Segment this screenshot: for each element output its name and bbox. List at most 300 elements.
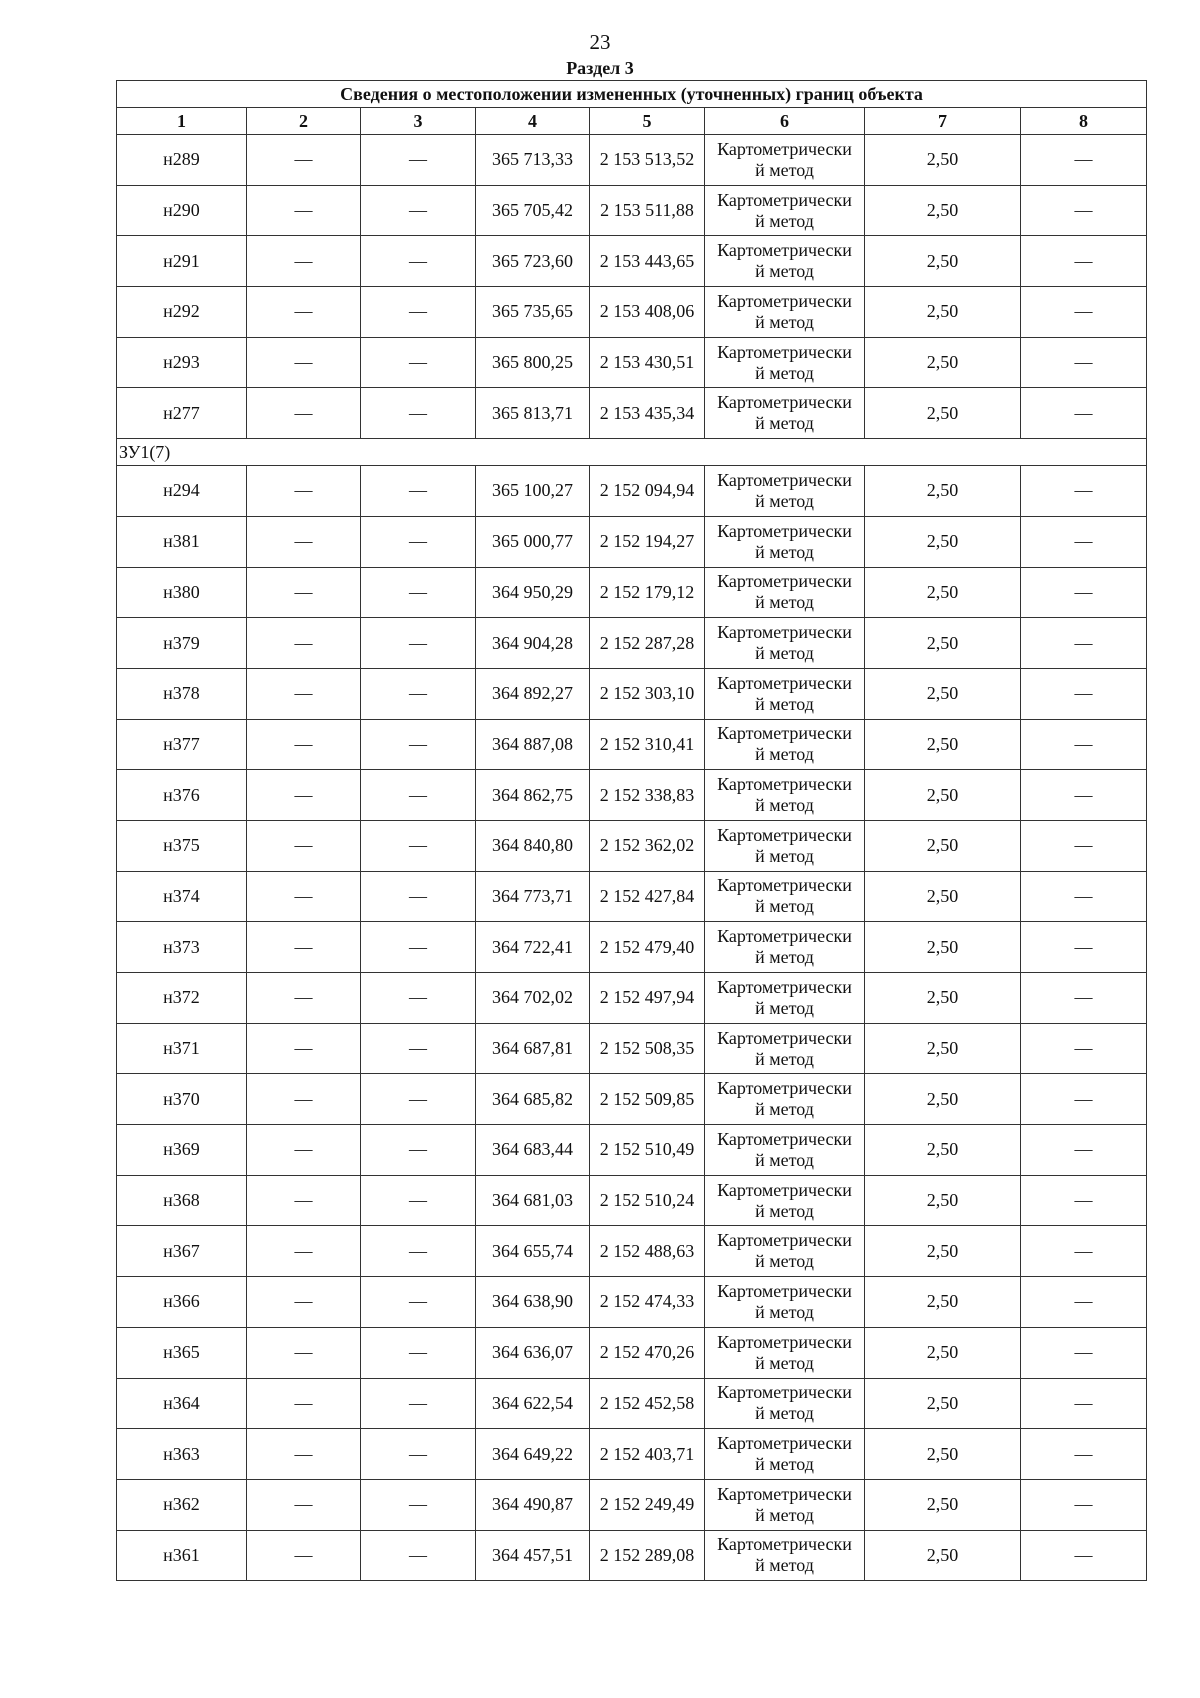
dash-cell: — [1021, 1530, 1147, 1581]
table-row [117, 770, 1147, 821]
dash-cell: — [1021, 185, 1147, 236]
point-number-cell: н369 [117, 1125, 247, 1176]
method-text-line1: Картометрически [717, 1128, 852, 1149]
accuracy-cell: 2,50 [865, 135, 1021, 186]
y-coordinate-cell: 2 152 249,49 [590, 1479, 705, 1530]
table-row [117, 871, 1147, 922]
accuracy-cell: 2,50 [865, 236, 1021, 287]
x-coordinate-cell: 364 490,87 [476, 1479, 590, 1530]
dash-cell: — [1021, 922, 1147, 973]
dash-cell: — [361, 337, 476, 388]
x-coordinate-cell: 364 840,80 [476, 820, 590, 871]
method-cell [705, 618, 865, 669]
dash-cell: — [361, 1125, 476, 1176]
table-row [117, 1023, 1147, 1074]
dash-cell: — [361, 135, 476, 186]
table-caption-row [117, 81, 1147, 108]
dash-cell: — [247, 1429, 361, 1480]
accuracy-cell: 2,50 [865, 922, 1021, 973]
method-text-line2: й метод [755, 1048, 814, 1069]
method-cell [705, 1327, 865, 1378]
table-row [117, 567, 1147, 618]
y-coordinate-cell: 2 152 508,35 [590, 1023, 705, 1074]
accuracy-cell: 2,50 [865, 668, 1021, 719]
column-number: 7 [865, 108, 1021, 135]
method-text-line2: й метод [755, 541, 814, 562]
dash-cell: — [1021, 466, 1147, 517]
point-number-cell: н368 [117, 1175, 247, 1226]
dash-cell: — [247, 236, 361, 287]
point-number-cell: н367 [117, 1226, 247, 1277]
method-cell [705, 820, 865, 871]
y-coordinate-cell: 2 152 094,94 [590, 466, 705, 517]
method-text-line1: Картометрически [717, 240, 852, 261]
point-number-cell: н379 [117, 618, 247, 669]
x-coordinate-cell: 365 705,42 [476, 185, 590, 236]
method-text-line2: й метод [755, 1099, 814, 1120]
dash-cell: — [361, 1023, 476, 1074]
column-number: 5 [590, 108, 705, 135]
method-text-line1: Картометрически [717, 774, 852, 795]
y-coordinate-cell: 2 152 470,26 [590, 1327, 705, 1378]
y-coordinate-cell: 2 152 289,08 [590, 1530, 705, 1581]
dash-cell: — [247, 1074, 361, 1125]
method-text-line2: й метод [755, 1555, 814, 1576]
method-text-line2: й метод [755, 845, 814, 866]
dash-cell: — [247, 516, 361, 567]
y-coordinate-cell: 2 153 511,88 [590, 185, 705, 236]
method-text-line2: й метод [755, 1403, 814, 1424]
method-text-line1: Картометрически [717, 1027, 852, 1048]
point-number-cell: н380 [117, 567, 247, 618]
table-row [117, 1074, 1147, 1125]
table-row [117, 1125, 1147, 1176]
accuracy-cell: 2,50 [865, 1226, 1021, 1277]
dash-cell: — [1021, 1378, 1147, 1429]
dash-cell: — [361, 185, 476, 236]
method-text-line1: Картометрически [717, 520, 852, 541]
method-cell [705, 871, 865, 922]
dash-cell: — [247, 618, 361, 669]
point-number-cell: н365 [117, 1327, 247, 1378]
dash-cell: — [247, 973, 361, 1024]
point-number-cell: н294 [117, 466, 247, 517]
table-row [117, 466, 1147, 517]
dash-cell: — [247, 337, 361, 388]
accuracy-cell: 2,50 [865, 287, 1021, 338]
y-coordinate-cell: 2 153 435,34 [590, 388, 705, 439]
point-number-cell: н374 [117, 871, 247, 922]
method-text-line1: Картометрически [717, 1534, 852, 1555]
method-text-line1: Картометрически [717, 392, 852, 413]
dash-cell: — [361, 287, 476, 338]
point-number-cell: н292 [117, 287, 247, 338]
method-cell [705, 1378, 865, 1429]
dash-cell: — [1021, 1429, 1147, 1480]
table-row [117, 236, 1147, 287]
method-cell [705, 516, 865, 567]
x-coordinate-cell: 364 685,82 [476, 1074, 590, 1125]
dash-cell: — [247, 388, 361, 439]
column-number: 8 [1021, 108, 1147, 135]
y-coordinate-cell: 2 152 510,24 [590, 1175, 705, 1226]
dash-cell: — [361, 236, 476, 287]
dash-cell: — [247, 1226, 361, 1277]
table-caption: Сведения о местоположении измененных (уточненных) границ объекта [117, 81, 1147, 108]
x-coordinate-cell: 364 950,29 [476, 567, 590, 618]
table-body [117, 135, 1147, 1581]
dash-cell: — [247, 719, 361, 770]
method-text-line1: Картометрически [717, 469, 852, 490]
dash-cell: — [1021, 1479, 1147, 1530]
point-number-cell: н375 [117, 820, 247, 871]
method-text-line1: Картометрически [717, 1483, 852, 1504]
x-coordinate-cell: 364 904,28 [476, 618, 590, 669]
dash-cell: — [247, 668, 361, 719]
dash-cell: — [361, 1277, 476, 1328]
dash-cell: — [361, 1226, 476, 1277]
x-coordinate-cell: 364 887,08 [476, 719, 590, 770]
accuracy-cell: 2,50 [865, 770, 1021, 821]
method-text-line1: Картометрически [717, 1230, 852, 1251]
dash-cell: — [361, 1378, 476, 1429]
group-label-row [117, 439, 1147, 466]
table-row [117, 287, 1147, 338]
y-coordinate-cell: 2 152 488,63 [590, 1226, 705, 1277]
method-text-line1: Картометрически [717, 723, 852, 744]
method-cell [705, 973, 865, 1024]
dash-cell: — [361, 719, 476, 770]
method-cell [705, 1074, 865, 1125]
dash-cell: — [361, 770, 476, 821]
dash-cell: — [247, 1125, 361, 1176]
point-number-cell: н277 [117, 388, 247, 439]
y-coordinate-cell: 2 153 408,06 [590, 287, 705, 338]
table-row [117, 1277, 1147, 1328]
method-cell [705, 1226, 865, 1277]
method-cell [705, 466, 865, 517]
method-text-line2: й метод [755, 159, 814, 180]
x-coordinate-cell: 364 681,03 [476, 1175, 590, 1226]
dash-cell: — [361, 973, 476, 1024]
y-coordinate-cell: 2 152 362,02 [590, 820, 705, 871]
column-number: 2 [247, 108, 361, 135]
table-row [117, 668, 1147, 719]
method-cell [705, 1023, 865, 1074]
method-text-line2: й метод [755, 413, 814, 434]
table-row [117, 337, 1147, 388]
column-number: 1 [117, 108, 247, 135]
dash-cell: — [1021, 973, 1147, 1024]
x-coordinate-cell: 364 457,51 [476, 1530, 590, 1581]
method-text-line2: й метод [755, 693, 814, 714]
y-coordinate-cell: 2 152 509,85 [590, 1074, 705, 1125]
table-row [117, 185, 1147, 236]
accuracy-cell: 2,50 [865, 1074, 1021, 1125]
x-coordinate-cell: 364 773,71 [476, 871, 590, 922]
y-coordinate-cell: 2 152 310,41 [590, 719, 705, 770]
method-cell [705, 922, 865, 973]
method-cell [705, 1125, 865, 1176]
method-text-line2: й метод [755, 1352, 814, 1373]
method-cell [705, 1530, 865, 1581]
x-coordinate-cell: 364 862,75 [476, 770, 590, 821]
y-coordinate-cell: 2 152 194,27 [590, 516, 705, 567]
accuracy-cell: 2,50 [865, 567, 1021, 618]
point-number-cell: н362 [117, 1479, 247, 1530]
dash-cell: — [1021, 820, 1147, 871]
dash-cell: — [361, 668, 476, 719]
method-text-line2: й метод [755, 362, 814, 383]
method-cell [705, 719, 865, 770]
y-coordinate-cell: 2 153 443,65 [590, 236, 705, 287]
x-coordinate-cell: 364 655,74 [476, 1226, 590, 1277]
accuracy-cell: 2,50 [865, 388, 1021, 439]
x-coordinate-cell: 365 000,77 [476, 516, 590, 567]
y-coordinate-cell: 2 152 179,12 [590, 567, 705, 618]
x-coordinate-cell: 365 813,71 [476, 388, 590, 439]
dash-cell: — [247, 871, 361, 922]
method-cell [705, 337, 865, 388]
method-text-line1: Картометрически [717, 1179, 852, 1200]
page-number: 23 [589, 30, 611, 54]
dash-cell: — [1021, 388, 1147, 439]
point-number-cell: н372 [117, 973, 247, 1024]
group-label: ЗУ1(7) [117, 439, 1147, 466]
y-coordinate-cell: 2 152 303,10 [590, 668, 705, 719]
dash-cell: — [247, 185, 361, 236]
y-coordinate-cell: 2 152 403,71 [590, 1429, 705, 1480]
method-text-line1: Картометрически [717, 672, 852, 693]
x-coordinate-cell: 364 636,07 [476, 1327, 590, 1378]
x-coordinate-cell: 364 687,81 [476, 1023, 590, 1074]
accuracy-cell: 2,50 [865, 618, 1021, 669]
x-coordinate-cell: 364 683,44 [476, 1125, 590, 1176]
method-text-line2: й метод [755, 997, 814, 1018]
method-text-line2: й метод [755, 1251, 814, 1272]
accuracy-cell: 2,50 [865, 973, 1021, 1024]
dash-cell: — [247, 820, 361, 871]
method-text-line2: й метод [755, 1200, 814, 1221]
dash-cell: — [247, 1327, 361, 1378]
method-cell [705, 1175, 865, 1226]
method-cell [705, 567, 865, 618]
dash-cell: — [247, 135, 361, 186]
method-text-line2: й метод [755, 795, 814, 816]
point-number-cell: н378 [117, 668, 247, 719]
point-number-cell: н377 [117, 719, 247, 770]
dash-cell: — [1021, 135, 1147, 186]
method-text-line2: й метод [755, 592, 814, 613]
dash-cell: — [361, 618, 476, 669]
table-row [117, 388, 1147, 439]
dash-cell: — [1021, 1023, 1147, 1074]
method-text-line2: й метод [755, 744, 814, 765]
x-coordinate-cell: 365 100,27 [476, 466, 590, 517]
y-coordinate-cell: 2 152 474,33 [590, 1277, 705, 1328]
accuracy-cell: 2,50 [865, 1277, 1021, 1328]
accuracy-cell: 2,50 [865, 1023, 1021, 1074]
boundary-coordinates-table [116, 80, 1147, 1581]
method-text-line1: Картометрически [717, 1433, 852, 1454]
method-text-line1: Картометрически [717, 138, 852, 159]
accuracy-cell: 2,50 [865, 1378, 1021, 1429]
accuracy-cell: 2,50 [865, 1530, 1021, 1581]
x-coordinate-cell: 364 892,27 [476, 668, 590, 719]
dash-cell: — [247, 1277, 361, 1328]
point-number-cell: н376 [117, 770, 247, 821]
method-text-line2: й метод [755, 1454, 814, 1475]
method-text-line1: Картометрически [717, 341, 852, 362]
accuracy-cell: 2,50 [865, 1479, 1021, 1530]
method-text-line2: й метод [755, 261, 814, 282]
point-number-cell: н363 [117, 1429, 247, 1480]
y-coordinate-cell: 2 153 430,51 [590, 337, 705, 388]
method-text-line2: й метод [755, 947, 814, 968]
method-text-line1: Картометрически [717, 1382, 852, 1403]
method-text-line1: Картометрически [717, 926, 852, 947]
table-row [117, 1429, 1147, 1480]
method-text-line1: Картометрически [717, 1078, 852, 1099]
dash-cell: — [247, 287, 361, 338]
x-coordinate-cell: 365 735,65 [476, 287, 590, 338]
method-text-line1: Картометрически [717, 290, 852, 311]
y-coordinate-cell: 2 152 287,28 [590, 618, 705, 669]
dash-cell: — [1021, 1226, 1147, 1277]
method-text-line1: Картометрически [717, 976, 852, 997]
point-number-cell: н373 [117, 922, 247, 973]
dash-cell: — [1021, 1327, 1147, 1378]
dash-cell: — [1021, 337, 1147, 388]
table-row [117, 618, 1147, 669]
method-text-line2: й метод [755, 210, 814, 231]
method-text-line2: й метод [755, 490, 814, 511]
method-text-line1: Картометрически [717, 1280, 852, 1301]
method-text-line1: Картометрически [717, 622, 852, 643]
dash-cell: — [247, 1023, 361, 1074]
method-text-line1: Картометрически [717, 189, 852, 210]
dash-cell: — [247, 922, 361, 973]
dash-cell: — [361, 516, 476, 567]
point-number-cell: н293 [117, 337, 247, 388]
dash-cell: — [1021, 770, 1147, 821]
dash-cell: — [1021, 1074, 1147, 1125]
method-cell [705, 185, 865, 236]
table-row [117, 1530, 1147, 1581]
method-cell [705, 770, 865, 821]
dash-cell: — [361, 1479, 476, 1530]
column-number: 4 [476, 108, 590, 135]
method-cell [705, 668, 865, 719]
dash-cell: — [1021, 516, 1147, 567]
dash-cell: — [247, 567, 361, 618]
method-cell [705, 236, 865, 287]
point-number-cell: н371 [117, 1023, 247, 1074]
method-text-line2: й метод [755, 311, 814, 332]
y-coordinate-cell: 2 152 427,84 [590, 871, 705, 922]
dash-cell: — [361, 1429, 476, 1480]
table-row [117, 1327, 1147, 1378]
x-coordinate-cell: 364 638,90 [476, 1277, 590, 1328]
method-cell [705, 388, 865, 439]
accuracy-cell: 2,50 [865, 1327, 1021, 1378]
x-coordinate-cell: 364 702,02 [476, 973, 590, 1024]
dash-cell: — [361, 820, 476, 871]
dash-cell: — [247, 770, 361, 821]
section-title: Раздел 3 [566, 58, 634, 78]
dash-cell: — [247, 1530, 361, 1581]
method-cell [705, 287, 865, 338]
point-number-cell: н291 [117, 236, 247, 287]
table-row [117, 820, 1147, 871]
dash-cell: — [1021, 1175, 1147, 1226]
table-row [117, 973, 1147, 1024]
point-number-cell: н381 [117, 516, 247, 567]
dash-cell: — [247, 466, 361, 517]
method-text-line1: Картометрически [717, 875, 852, 896]
dash-cell: — [361, 922, 476, 973]
dash-cell: — [1021, 287, 1147, 338]
accuracy-cell: 2,50 [865, 1175, 1021, 1226]
point-number-cell: н370 [117, 1074, 247, 1125]
dash-cell: — [361, 1074, 476, 1125]
point-number-cell: н289 [117, 135, 247, 186]
accuracy-cell: 2,50 [865, 466, 1021, 517]
method-text-line2: й метод [755, 1504, 814, 1525]
method-cell [705, 1479, 865, 1530]
x-coordinate-cell: 364 649,22 [476, 1429, 590, 1480]
dash-cell: — [361, 1175, 476, 1226]
y-coordinate-cell: 2 152 338,83 [590, 770, 705, 821]
x-coordinate-cell: 365 713,33 [476, 135, 590, 186]
dash-cell: — [1021, 871, 1147, 922]
column-numbers-row [117, 108, 1147, 135]
dash-cell: — [361, 567, 476, 618]
dash-cell: — [1021, 668, 1147, 719]
dash-cell: — [361, 466, 476, 517]
table-row [117, 922, 1147, 973]
x-coordinate-cell: 365 723,60 [476, 236, 590, 287]
column-number: 3 [361, 108, 476, 135]
accuracy-cell: 2,50 [865, 185, 1021, 236]
dash-cell: — [1021, 1125, 1147, 1176]
point-number-cell: н366 [117, 1277, 247, 1328]
dash-cell: — [361, 1530, 476, 1581]
dash-cell: — [361, 871, 476, 922]
point-number-cell: н290 [117, 185, 247, 236]
table-row [117, 1226, 1147, 1277]
dash-cell: — [247, 1175, 361, 1226]
table-row [117, 1175, 1147, 1226]
table-row [117, 516, 1147, 567]
y-coordinate-cell: 2 152 479,40 [590, 922, 705, 973]
y-coordinate-cell: 2 152 510,49 [590, 1125, 705, 1176]
dash-cell: — [361, 1327, 476, 1378]
column-number: 6 [705, 108, 865, 135]
point-number-cell: н364 [117, 1378, 247, 1429]
dash-cell: — [247, 1378, 361, 1429]
dash-cell: — [247, 1479, 361, 1530]
accuracy-cell: 2,50 [865, 719, 1021, 770]
y-coordinate-cell: 2 152 497,94 [590, 973, 705, 1024]
dash-cell: — [1021, 1277, 1147, 1328]
method-text-line1: Картометрически [717, 824, 852, 845]
dash-cell: — [361, 388, 476, 439]
method-cell [705, 1429, 865, 1480]
accuracy-cell: 2,50 [865, 871, 1021, 922]
table-row [117, 1479, 1147, 1530]
method-cell [705, 1277, 865, 1328]
